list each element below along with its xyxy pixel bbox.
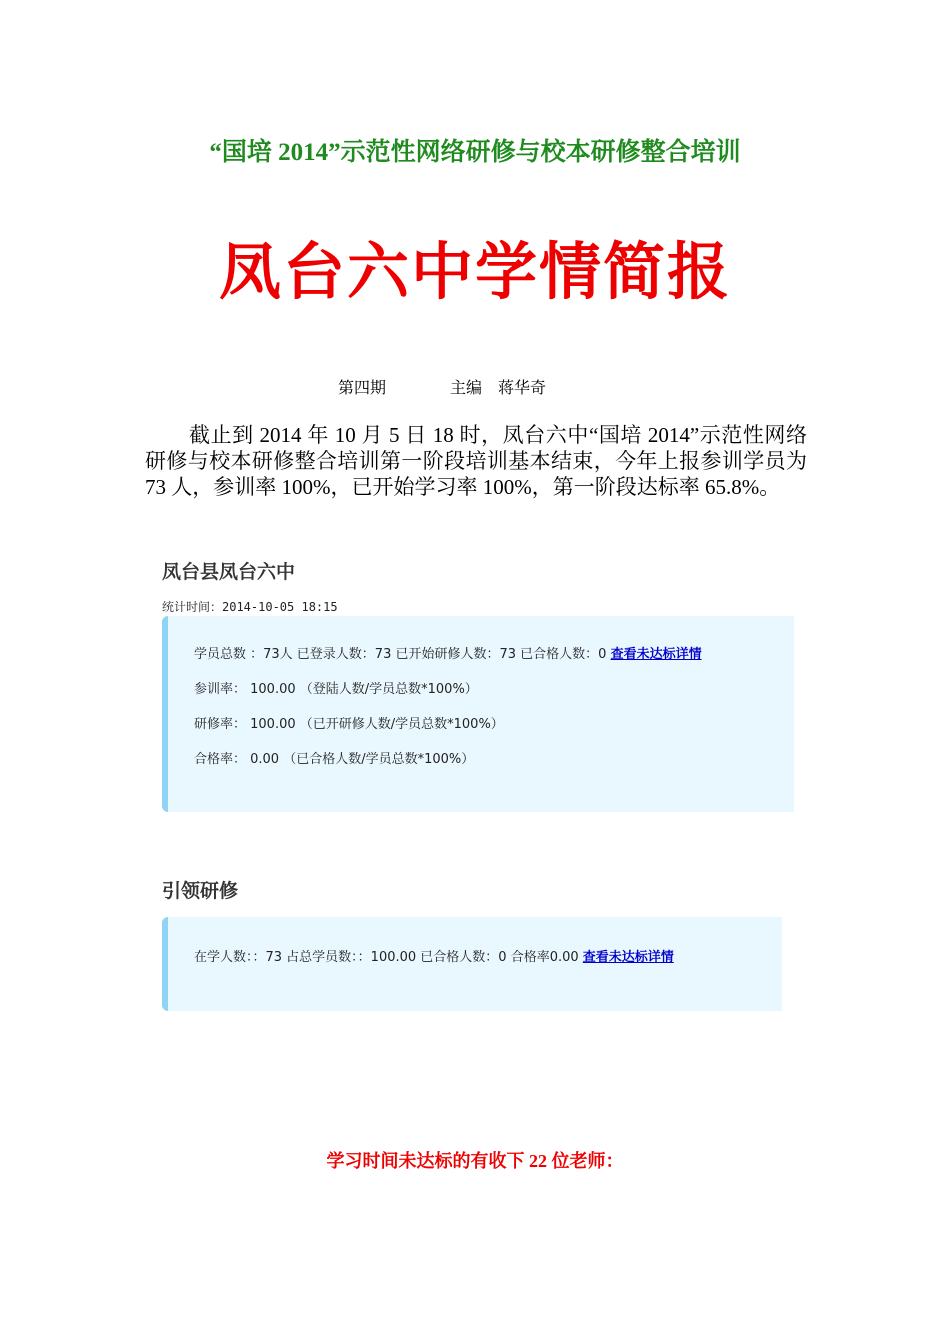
intro-paragraph: 截止到 2014 年 10 月 5 日 18 时，凤台六中“国培 2014”示范性网络研修与校本研修整合培训第一阶段培训基本结束，今年上报参训学员为 73 人，参训率 100%，已开始学习率 100%，第一阶段达标率 65.8%。	[145, 423, 807, 499]
lead-stats-text: 在学人数：：73 占总学员数：：100.00 已合格人数：0 合格率0.00	[194, 950, 583, 965]
lead-stats-row	[194, 946, 674, 965]
issue-number: 第四期	[338, 380, 387, 397]
stats-row-participation: 参训率： 100.00 （登陆人数/学员总数*100%）	[194, 682, 478, 697]
editor-name: 主编 蒋华奇	[450, 380, 547, 397]
lead-view-unqualified-details-link[interactable]: 查看未达标详情	[582, 950, 674, 965]
lead-section-heading: 引领研修	[162, 880, 239, 902]
stats-row-pass-rate: 合格率： 0.00 （已合格人数/学员总数*100%）	[194, 752, 475, 767]
lead-stats-panel	[162, 917, 782, 1011]
stats-row-totals	[194, 643, 702, 662]
school-name: 凤台县凤台六中	[162, 561, 296, 583]
stats-row-study-rate: 研修率： 100.00 （已开研修人数/学员总数*100%）	[194, 717, 504, 732]
stat-time: 统计时间：2014-10-05 18:15	[162, 600, 338, 614]
footer-note: 学习时间未达标的有收下 22 位老师：	[326, 1151, 624, 1171]
view-unqualified-details-link[interactable]: 查看未达标详情	[610, 647, 702, 662]
school-stats-panel	[162, 616, 794, 812]
document-subtitle: “国培 2014”示范性网络研修与校本研修整合培训	[209, 139, 741, 166]
document-title: 凤台六中学情简报	[218, 239, 731, 307]
issue-line	[338, 375, 546, 398]
stats-totals-text: 学员总数 ：73人 已登录人数：73 已开始研修人数：73 已合格人数：0	[194, 647, 611, 662]
